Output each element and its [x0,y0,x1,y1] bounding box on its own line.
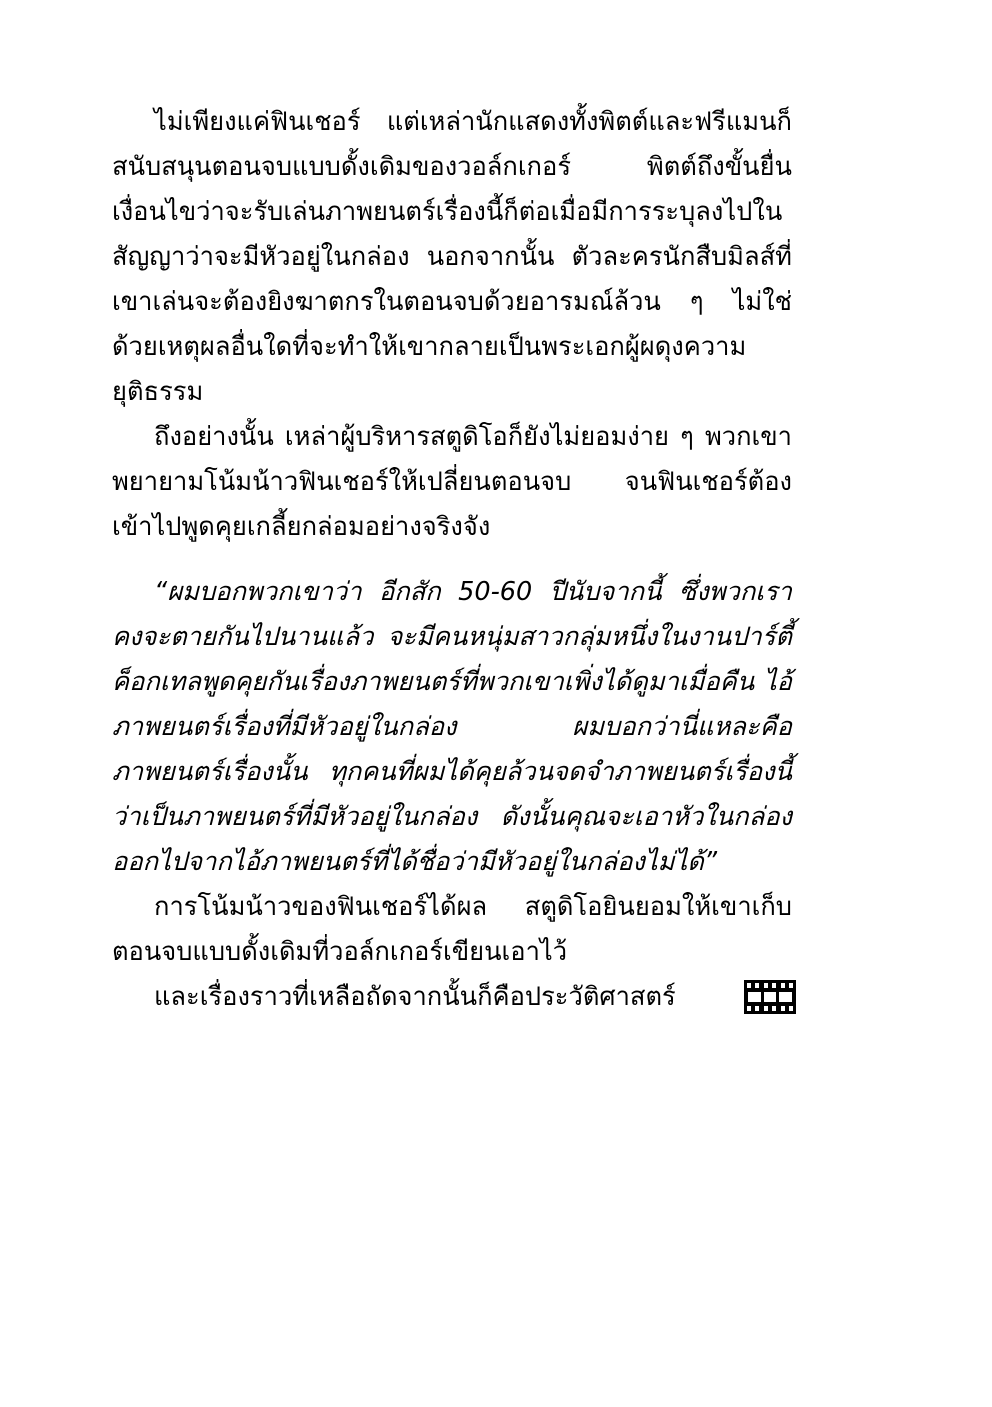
film-perf [764,983,768,988]
film-perf [772,983,776,988]
body-text-column [112,100,792,1020]
film-strip-ornament [744,980,796,1014]
film-perforations-bottom [747,1006,793,1011]
film-perf [789,983,793,988]
film-frame-divider [776,992,779,1002]
paragraph-3-quote: “ผมบอกพวกเขาว่า อีกสัก 50-60 ปีนับจากนี้ ซึ่งพวกเราคงจะตายกันไปนานแล้ว จะมีคนหนุ่มสาวกลุ่มหนึ่งในงานปาร์ตี้ค็อกเทลพูดคุยกันเรื่องภาพยนตร์ที่พวกเขาเพิ่งได้ดูมาเมื่อคืน ไอ้ภาพยนตร์เรื่องที่มีหัวอยู่ในกล่อง ผมบอกว่านี่แหละคือภาพยนตร์เรื่องนั้น ทุกคนที่ผมได้คุยล้วนจดจำภาพยนตร์เรื่องนี้ว่าเป็นภาพยนตร์ที่มีหัวอยู่ในกล่อง ดังนั้นคุณจะเอาหัวในกล่องออกไปจากไอ้ภาพยนตร์ที่ได้ชื่อว่ามีหัวอยู่ในกล่องไม่ได้” [112,577,792,877]
paragraph-2: ถึงอย่างนั้น เหล่าผู้บริหารสตูดิโอก็ยังไม่ยอมง่าย ๆ พวกเขาพยายามโน้มน้าวฟินเชอร์ให้เปลี่ยนตอนจบ จนฟินเชอร์ต้องเข้าไปพูดคุยเกลี้ยกล่อมอย่างจริงจัง [112,422,792,542]
film-strip-icon [744,980,796,1014]
film-perforations-top [747,983,793,988]
film-perf [747,983,751,988]
paragraph-5: และเรื่องราวที่เหลือถัดจากนั้นก็คือประวัติศาสตร์ [154,982,676,1012]
film-perf [747,1006,751,1011]
film-perf [789,1006,793,1011]
film-frame-divider [761,992,764,1002]
film-perf [764,1006,768,1011]
film-perf [781,983,785,988]
film-perf [781,1006,785,1011]
film-perf [772,1006,776,1011]
paragraph-1: ไม่เพียงแค่ฟินเชอร์ แต่เหล่านักแสดงทั้งพิตต์และฟรีแมนก็สนับสนุนตอนจบแบบดั้งเดิมของวอล์กเกอร์ พิตต์ถึงขั้นยื่นเงื่อนไขว่าจะรับเล่นภาพยนตร์เรื่องนี้ก็ต่อเมื่อมีการระบุลงไปในสัญญาว่าจะมีหัวอยู่ในกล่อง นอกจากนั้น ตัวละครนักสืบมิลส์ที่เขาเล่นจะต้องยิงฆาตกรในตอนจบด้วยอารมณ์ล้วน ๆ ไม่ใช่ด้วยเหตุผลอื่นใดที่จะทำให้เขากลายเป็นพระเอกผู้ผดุงความยุติธรรม [112,107,792,407]
film-frame-window [748,992,792,1002]
film-perf [755,983,759,988]
paragraph-4: การโน้มน้าวของฟินเชอร์ได้ผล สตูดิโอยินยอมให้เขาเก็บตอนจบแบบดั้งเดิมที่วอล์กเกอร์เขียนเอาไว้ [112,892,792,967]
film-perf [755,1006,759,1011]
